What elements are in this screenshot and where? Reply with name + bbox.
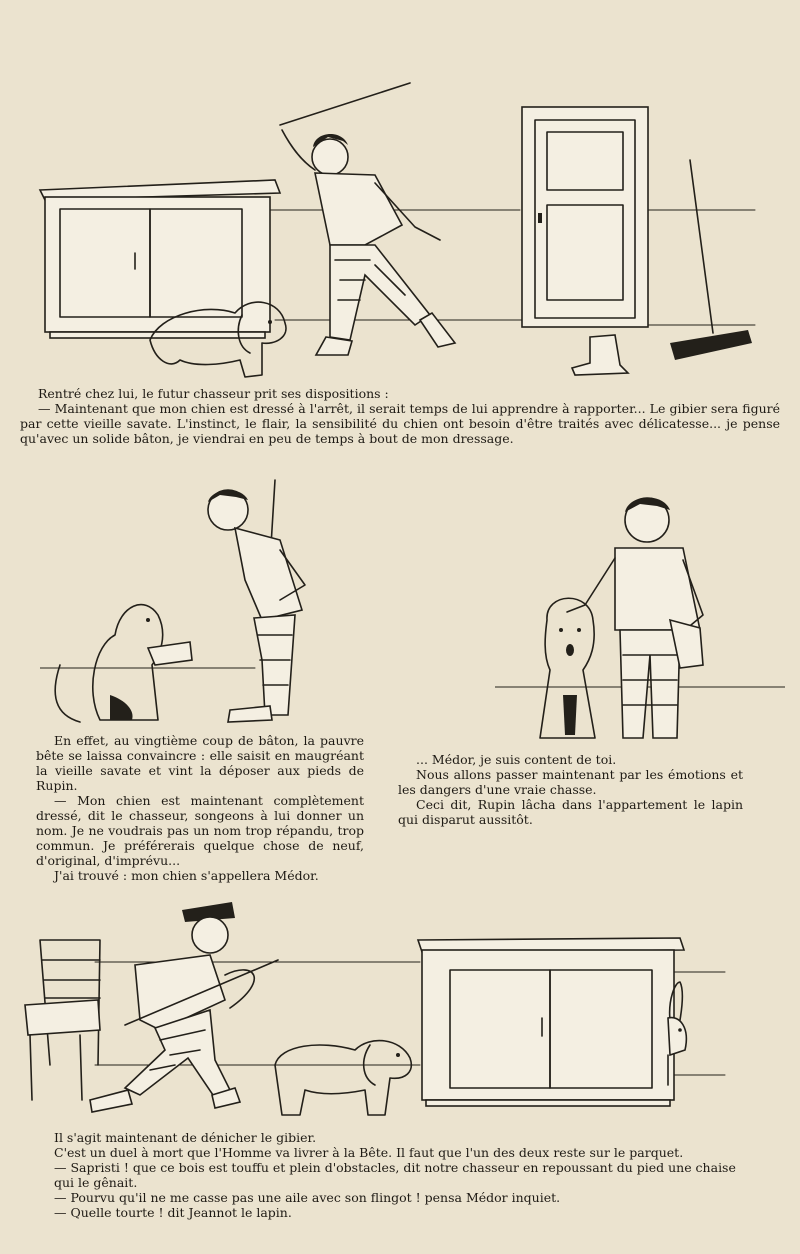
boot bbox=[572, 335, 628, 375]
panel-1-caption bbox=[20, 386, 780, 446]
panel-2-caption-p2: — Mon chien est maintenant complètement dressé, dit le chasseur, songeons à lui donner un nom. Je ne voudrais pas un nom trop répandu, trop commun. Je préférerais quelque chose de neuf, d'original, d'imprévu... bbox=[36, 793, 364, 868]
panel-3-caption-p1: ... Médor, je suis content de toi. bbox=[416, 752, 617, 767]
panel-1-illustration bbox=[30, 75, 770, 380]
panel-1-caption-intro: Rentré chez lui, le futur chasseur prit ses dispositions : bbox=[38, 386, 389, 401]
panel-3-caption bbox=[398, 752, 743, 827]
hunter-with-gun bbox=[90, 902, 278, 1112]
panel-3-caption-p3: Ceci dit, Rupin lâcha dans l'appartement le lapin qui disparut aussitôt. bbox=[398, 797, 743, 827]
panel-3-illustration bbox=[495, 480, 785, 750]
dog-with-slipper bbox=[55, 605, 192, 722]
dog-sitting bbox=[540, 598, 595, 738]
panel-4-caption bbox=[54, 1130, 754, 1220]
cabinet bbox=[40, 180, 280, 338]
panel-4-caption-p3: — Sapristi ! que ce bois est touffu et plein d'obstacles, dit notre chasseur en repoussant du pied une chaise qui le gênait. bbox=[54, 1160, 736, 1190]
panel-3-drawing bbox=[495, 480, 785, 750]
panel-3-caption-p2: Nous allons passer maintenant par les émotions et les dangers d'une vraie chasse. bbox=[398, 767, 743, 797]
door bbox=[522, 107, 648, 327]
panel-4-caption-p2: C'est un duel à mort que l'Homme va livrer à la Bête. Il faut que l'un des deux reste sur le parquet. bbox=[54, 1145, 684, 1160]
man-bending bbox=[208, 490, 305, 722]
panel-1-drawing bbox=[30, 75, 770, 380]
panel-4-drawing bbox=[20, 890, 780, 1125]
panel-1-caption-body: — Maintenant que mon chien est dressé à l'arrêt, il serait temps de lui apprendre à rapporter... Le gibier sera figuré par cette vieille savate. L'instinct, le flair, la sensibilité du chien ont besoin d'être traités avec délicatesse... je pense qu'avec un solide bâton, je viendrai en peu de temps à bout de mon dressage. bbox=[20, 401, 780, 446]
man-with-stick bbox=[280, 83, 455, 355]
panel-2-caption-p1: En effet, au vingtième coup de bâton, la pauvre bête se laissa convaincre : elle saisit en maugréant la vieille savate et vint la déposer aux pieds de Rupin. bbox=[36, 733, 364, 793]
man-standing bbox=[567, 497, 703, 738]
cabinet-large bbox=[418, 938, 684, 1106]
broom bbox=[670, 160, 752, 360]
dog-walking bbox=[275, 1041, 411, 1115]
panel-2-caption bbox=[36, 733, 364, 883]
panel-4-caption-p1: Il s'agit maintenant de dénicher le gibier. bbox=[54, 1130, 317, 1145]
panel-2-drawing bbox=[40, 470, 380, 730]
panel-4-illustration bbox=[20, 890, 780, 1125]
panel-4-caption-p4: — Pourvu qu'il ne me casse pas une aile avec son flingot ! pensa Médor inquiet. bbox=[54, 1190, 561, 1205]
panel-2-caption-p3: J'ai trouvé : mon chien s'appellera Médor. bbox=[54, 868, 319, 883]
panel-2-illustration bbox=[40, 470, 380, 730]
panel-4-caption-p5: — Quelle tourte ! dit Jeannot le lapin. bbox=[54, 1205, 292, 1220]
chair bbox=[25, 940, 100, 1100]
